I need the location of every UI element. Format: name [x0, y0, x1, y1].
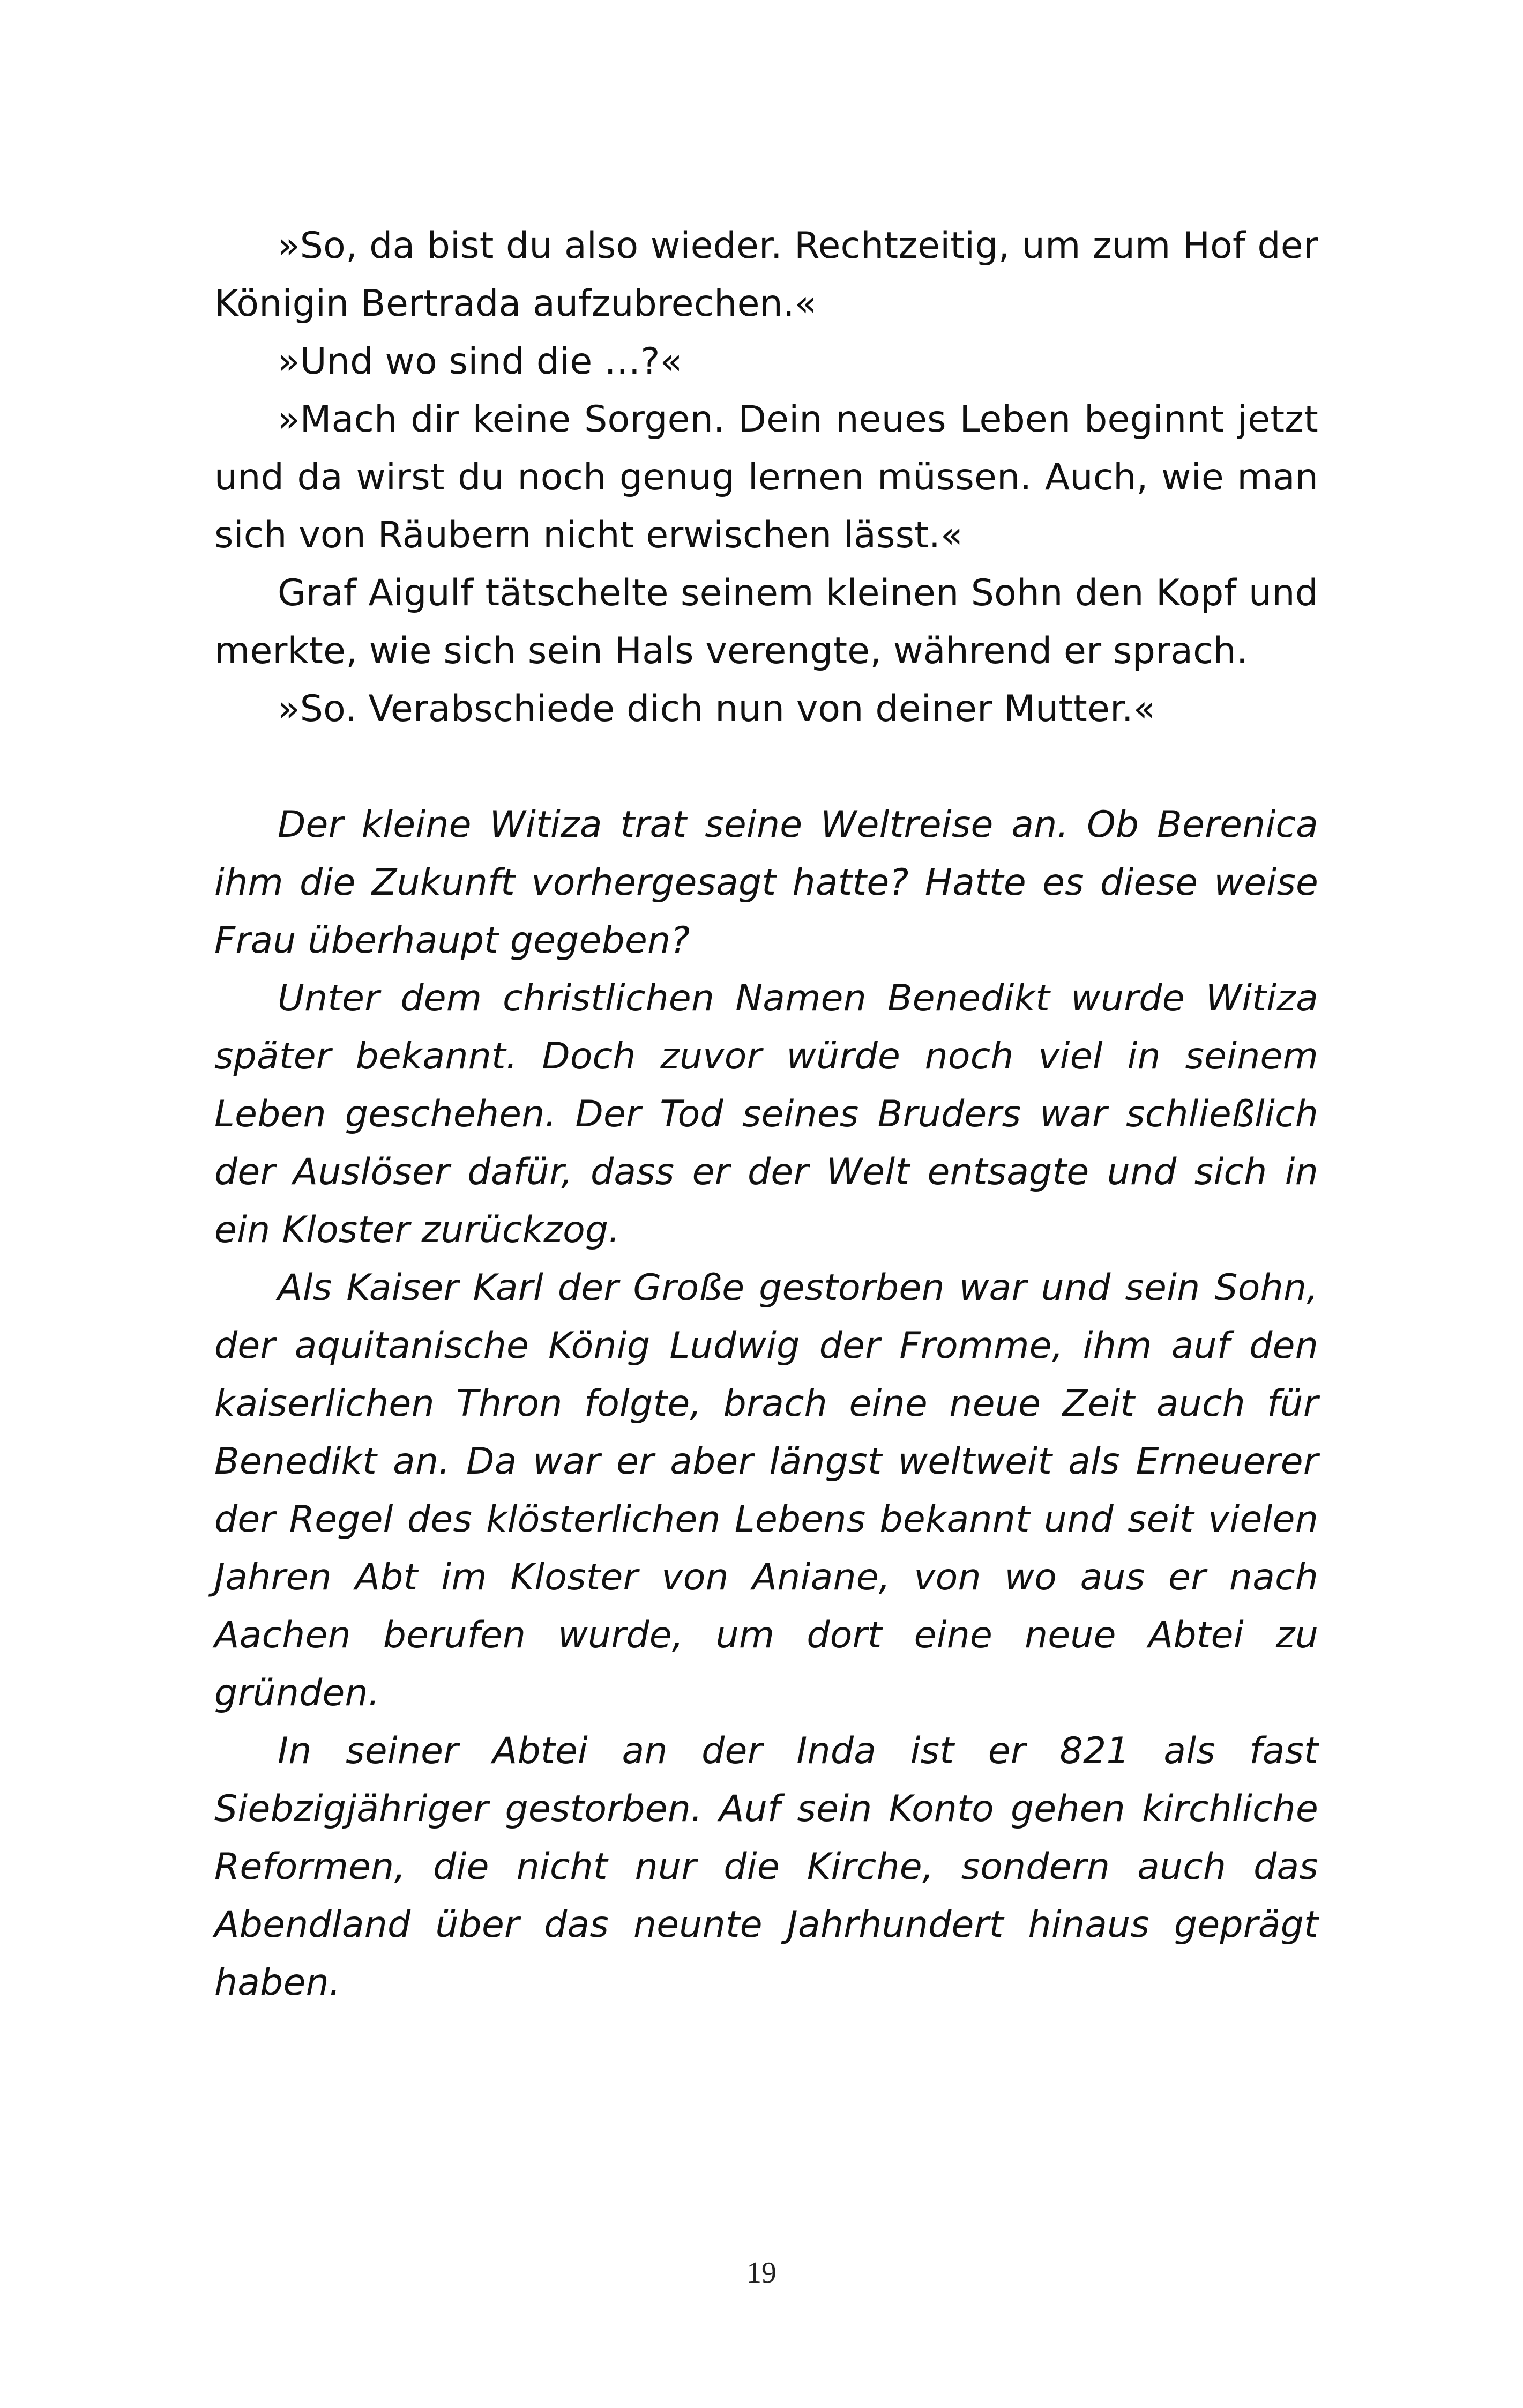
italic-paragraph: Unter dem christlichen Namen Benedikt wurde Witiza später bekannt. Doch zuvor würde noch viel in seinem Leben geschehen. Der Tod seines Bruders war schließlich der Auslöser dafür, dass er der Welt entsagte und sich in ein Kloster zurückzog.: [214, 977, 1318, 1251]
paragraph: »So, da bist du also wieder. Rechtzeitig, um zum Hof der Königin Bertrada aufzubrechen.«: [214, 225, 1318, 325]
italic-paragraph: Der kleine Witiza trat seine Weltreise an. Ob Berenica ihm die Zukunft vorhergesagt hatte? Hatte es diese weise Frau überhaupt gegeben?: [214, 804, 1318, 962]
page-number: 19: [746, 2256, 777, 2290]
section-break: [214, 738, 1318, 796]
body-text: [214, 217, 1318, 2012]
italic-paragraph: Als Kaiser Karl der Große gestorben war und sein Sohn, der aquitanische König Ludwig der Fromme, ihm auf den kaiserlichen Thron folgte, brach eine neue Zeit auch für Benedikt an. Da war er aber längst weltweit als Erneuerer der Regel des klösterlichen Lebens bekannt und seit vielen Jahren Abt im Kloster von Aniane, von wo aus er nach Aachen berufen wurde, um dort eine neue Abtei zu gründen.: [214, 1267, 1318, 1714]
paragraph: Graf Aigulf tätschelte seinem kleinen Sohn den Kopf und merkte, wie sich sein Hals verengte, während er sprach.: [214, 572, 1318, 672]
paragraph: »Und wo sind die …?«: [278, 340, 683, 383]
paragraph: »So. Verabschiede dich nun von deiner Mutter.«: [278, 688, 1156, 730]
epilogue-section: [214, 796, 1318, 2012]
italic-paragraph: In seiner Abtei an der Inda ist er 821 als fast Siebzigjähriger gestorben. Auf sein Konto gehen kirchliche Reformen, die nicht nur die Kirche, sondern auch das Abendland über das neunte Jahrhundert hinaus geprägt haben.: [214, 1730, 1318, 2004]
paragraph: »Mach dir keine Sorgen. Dein neues Leben beginnt jetzt und da wirst du noch genug lernen müssen. Auch, wie man sich von Räubern nicht erwischen lässt.«: [214, 398, 1318, 556]
dialogue-section: [214, 217, 1318, 738]
